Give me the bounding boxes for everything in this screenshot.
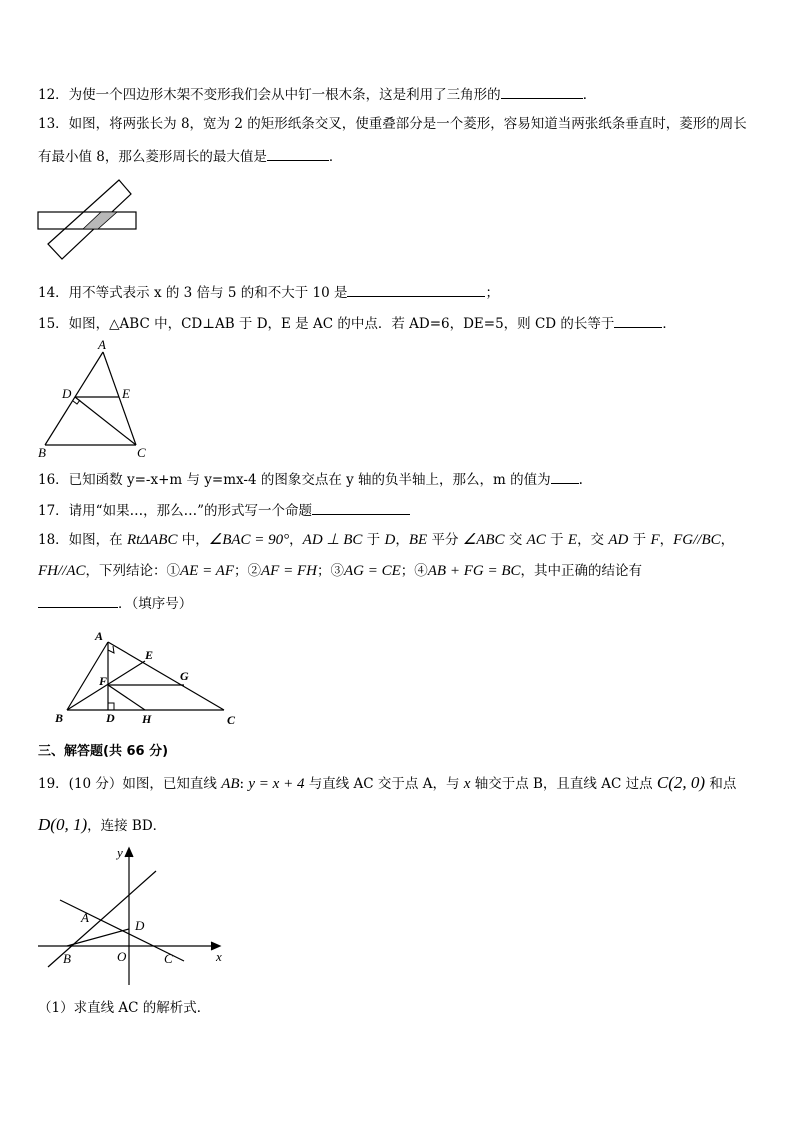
q18-text: ，: [720, 532, 735, 548]
q13-line2: 有最小值 8，那么菱形周长的最大值是: [38, 149, 267, 165]
q14-end: ；: [485, 285, 499, 301]
q18-text: 于: [362, 532, 385, 548]
q18-text: 于: [628, 532, 651, 548]
q18-math: AD ⊥ BC: [302, 532, 363, 548]
question-19-part-1: （1）求直线 AC 的解析式．: [38, 1000, 211, 1016]
q15-label-d: D: [62, 386, 72, 401]
q19-label-a: A: [81, 910, 89, 925]
q15-label-a: A: [98, 337, 106, 352]
q15-label-c: C: [137, 445, 146, 460]
q19-y-arrow-icon: [125, 848, 133, 857]
q15-end: ．: [662, 316, 676, 332]
q19-math: x: [463, 776, 471, 792]
q18-text: 中，: [177, 532, 209, 548]
q18-label-c: C: [227, 713, 236, 727]
q18-math: ∠BAC = 90°: [208, 532, 290, 548]
q18-text: ，其中正确的结论有: [520, 563, 642, 579]
q19-text: 19．(10 分）如图，已知直线: [38, 776, 222, 792]
q19-point-c: C(2, 0): [656, 773, 706, 792]
q19-label-b: B: [63, 951, 71, 966]
q18-label-d: D: [106, 711, 115, 725]
q18-label-f: F: [99, 674, 108, 688]
q18-math: FG//BC: [673, 532, 721, 548]
q19-math: AB: [221, 776, 240, 792]
q18-conclusion-1: AE = AF: [180, 563, 235, 579]
q12-end: ．: [582, 87, 597, 103]
q18-math: AC: [526, 532, 546, 548]
q18-math: RtΔABC: [126, 532, 178, 548]
q18-text: ，: [289, 532, 303, 548]
q16-end: .: [578, 472, 583, 488]
q18-text: ，: [395, 532, 409, 548]
q14-text: 14．用不等式表示 x 的 3 倍与 5 的和不大于 10 是: [38, 285, 348, 301]
q13-line1: 13．如图，将两张长为 8，宽为 2 的矩形纸条交叉，使重叠部分是一个菱形，容易知道当两张纸条垂直时，菱形的周长: [38, 116, 747, 132]
q19-point-d: D(0, 1): [38, 815, 88, 834]
q18-conclusion-2: AF = FH: [261, 563, 317, 579]
q19-label-d: D: [135, 918, 145, 933]
q19-segment-bd: [67, 929, 129, 946]
q18-math: F: [650, 532, 660, 548]
q18-math: FH//AC: [38, 563, 86, 579]
q18-math: AD: [608, 532, 629, 548]
q18-math: E: [567, 532, 578, 548]
q18-label-h: H: [142, 712, 152, 726]
q13-end: ．: [328, 149, 343, 165]
q19-label-x: x: [216, 949, 222, 964]
q19-label-c: C: [164, 951, 173, 966]
q18-text: 于: [545, 532, 568, 548]
q19-math: y = x + 4: [248, 776, 305, 792]
q17-text: 17．请用“如果…，那么…”的形式写一个命题: [38, 503, 312, 519]
q18-text: ，交: [577, 532, 609, 548]
q15-text: 15．如图，△ABC 中，CD⊥AB 于 D，E 是 AC 的中点．若 AD=6，DE=5，则 CD 的长等于: [38, 316, 615, 332]
q19-text: 轴交于点 B，且直线 AC 过点: [470, 776, 657, 792]
q18-text: 18．如图，在: [38, 532, 127, 548]
q19-text: :: [239, 776, 249, 792]
q18-math: BE: [408, 532, 428, 548]
q18-text: ；②: [234, 563, 262, 579]
q19-label-y: y: [117, 845, 123, 860]
q18-text: 交: [504, 532, 527, 548]
q18-text: ．（填序号）: [118, 596, 193, 612]
q16-text: 16．已知函数 y=-x+m 与 y=mx-4 的图象交点在 y 轴的负半轴上，那么，m 的值为: [38, 472, 551, 488]
q18-text: ；④: [400, 563, 428, 579]
section-3-heading: 三、解答题(共 66 分): [38, 744, 169, 759]
q19-text: 与直线 AC 交于点 A，与: [304, 776, 464, 792]
q18-label-g: G: [180, 669, 189, 683]
q18-label-b: B: [55, 711, 64, 725]
q19-text: ，连接 BD．: [87, 818, 167, 834]
q18-text: ，: [659, 532, 674, 548]
q18-label-a: A: [95, 629, 104, 643]
q18-math: D: [384, 532, 396, 548]
q18-text: 平分: [427, 532, 463, 548]
q18-label-e: E: [145, 648, 154, 662]
q18-conclusion-3: AG = CE: [343, 563, 401, 579]
q18-text: ，下列结论：①: [85, 563, 180, 579]
q12-text: 12．为使一个四边形木架不变形我们会从中钉一根木条，这是利用了三角形的: [38, 87, 501, 103]
q15-label-b: B: [38, 445, 46, 460]
q18-math: ∠ABC: [462, 532, 505, 548]
q18-text: ；③: [316, 563, 344, 579]
q19-text: 和点: [705, 776, 737, 792]
q18-conclusion-4: AB + FG = BC: [427, 563, 521, 579]
q19-label-o: O: [117, 949, 127, 964]
q15-label-e: E: [122, 386, 130, 401]
